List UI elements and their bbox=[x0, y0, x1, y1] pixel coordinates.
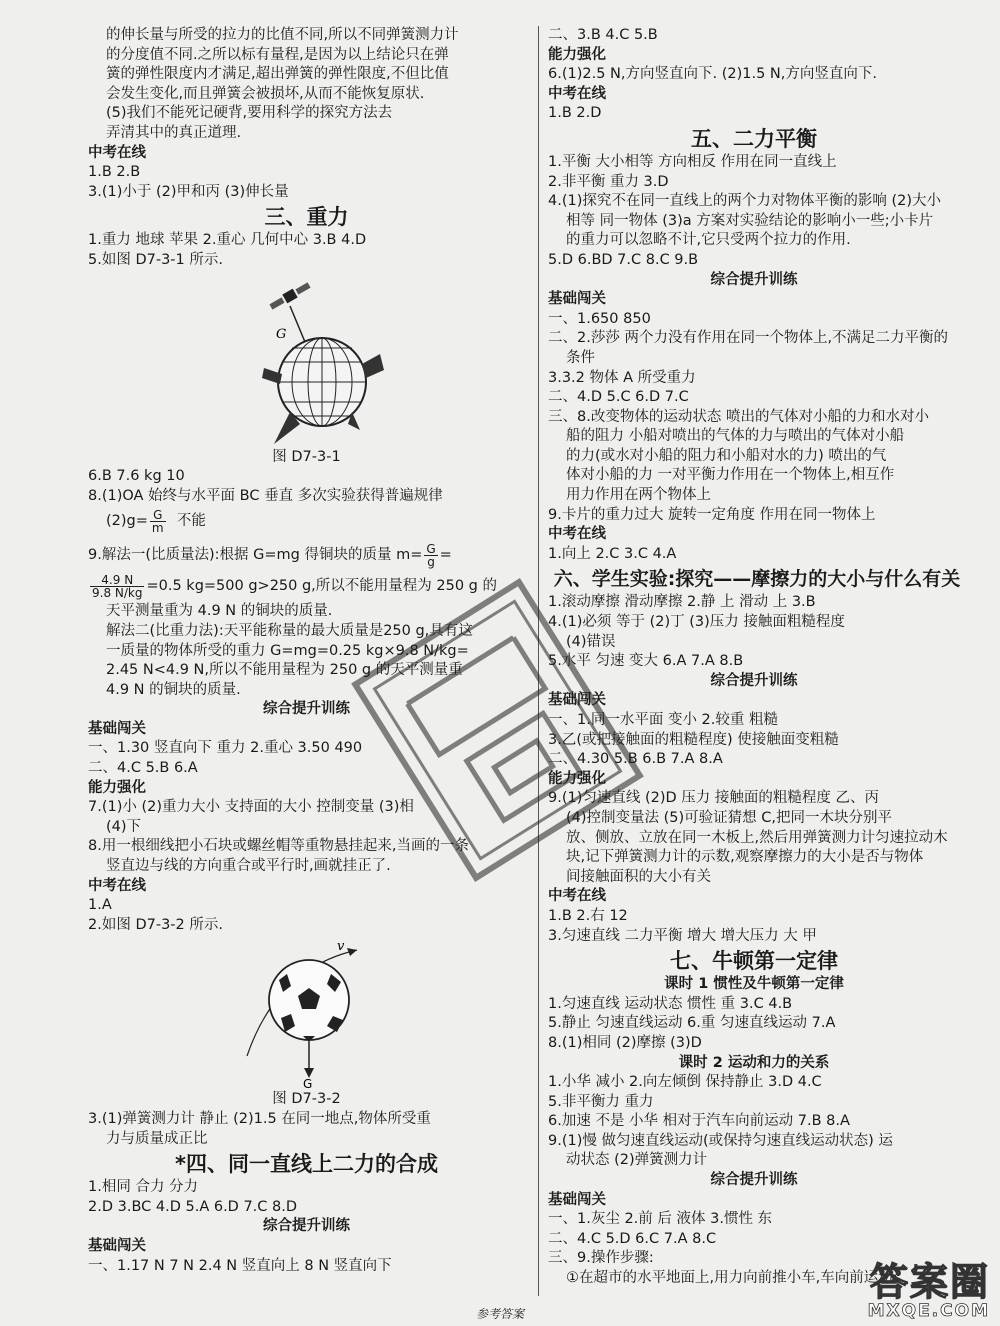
zhongkao-label: 中考在线 bbox=[548, 888, 606, 905]
subsection-title: 综合提升训练 bbox=[263, 701, 350, 718]
answer-line: 二、2.莎莎 两个力没有作用在同一个物体上,不满足二力平衡的 bbox=[548, 330, 949, 347]
answer-line: 1.滚动摩擦 滑动摩擦 2.静 上 滑动 上 3.B bbox=[548, 594, 816, 611]
answer-line: 一、1.30 竖直向下 重力 2.重心 3.50 490 bbox=[88, 740, 363, 757]
site-logo: 答案圈 MXQE.COM bbox=[867, 1260, 990, 1321]
answer-line: 1.平衡 大小相等 方向相反 作用在同一直线上 bbox=[548, 153, 837, 170]
zhongkao-label: 中考在线 bbox=[88, 144, 146, 161]
lesson-title: 课时 1 惯性及牛顿第一定律 bbox=[664, 976, 844, 993]
answer-line: 1.B 2.B bbox=[88, 164, 141, 181]
subsection-label: 基础闯关 bbox=[548, 692, 606, 709]
answer-line: 一、1.650 850 bbox=[548, 310, 651, 327]
text-line: 弄清其中的真正道理. bbox=[106, 124, 242, 141]
velocity-label: v bbox=[336, 939, 344, 955]
answer-line: 5.如图 D7-3-1 所示. bbox=[88, 251, 223, 268]
subsection-title: 综合提升训练 bbox=[710, 1172, 798, 1189]
answer-line: 动状态 (2)弹簧测力计 bbox=[566, 1152, 708, 1169]
subsection-label: 能力强化 bbox=[548, 46, 606, 63]
figure-caption: 图 D7-3-2 bbox=[272, 1091, 341, 1108]
answer-line: 3.(1)弹簧测力计 静止 (2)1.5 在同一地点,物体所受重 bbox=[88, 1111, 431, 1127]
answer-line: 三、9.操作步骤: bbox=[548, 1250, 654, 1267]
answer-line: 二、4.C 5.D 6.C 7.A 8.C bbox=[548, 1230, 717, 1247]
answer-line: 用力作用在两个物体上 bbox=[566, 487, 711, 504]
building-icon bbox=[362, 354, 384, 378]
answer-line: 1.B 2.D bbox=[548, 105, 602, 122]
formula-line: 9.解法一(比质量法):根据 G=mg 得铜块的质量 m= $\frac{G}{g}$ = bbox=[88, 541, 452, 569]
zhongkao-label: 中考在线 bbox=[548, 526, 606, 543]
gravity-label: G bbox=[275, 326, 286, 342]
answer-line: (4)错误 bbox=[566, 633, 616, 650]
answer-line: 三、8.改变物体的运动状态 喷出的气体对小船的力和水对小 bbox=[548, 408, 929, 425]
subsection-title: 综合提升训练 bbox=[263, 1218, 350, 1235]
section-title-friction: 六、学生实验:探究——摩擦力的大小与什么有关 bbox=[553, 568, 961, 591]
answer-line: 6.B 7.6 kg 10 bbox=[88, 468, 185, 485]
figure-caption: 图 D7-3-1 bbox=[272, 448, 341, 465]
answer-line: 3.匀速直线 二力平衡 增大 增大压力 大 甲 bbox=[548, 927, 817, 944]
globe-icon bbox=[278, 338, 366, 426]
answer-line: 5.D 6.BD 7.C 8.C 9.B bbox=[548, 251, 699, 268]
figure-football bbox=[207, 938, 407, 1088]
text-line: (5)我们不能死记硬背,要用科学的探究方法去 bbox=[106, 105, 393, 122]
answer-line: 1.相同 合力 分力 bbox=[88, 1179, 199, 1196]
answer-line: 4.(1)探究不在同一直线上的两个力对物体平衡的影响 (2)大小 bbox=[548, 193, 942, 210]
subsection-label: 基础闯关 bbox=[548, 1191, 606, 1208]
text-line: 的分度值不同.之所以标有量程,是因为以上结论只在弹 bbox=[106, 46, 449, 63]
text-line: 的伸长量与所受的拉力的比值不同,所以不同弹簧测力计 bbox=[106, 27, 459, 43]
answer-line: 5.静止 匀速直线运动 6.重 匀速直线运动 7.A bbox=[548, 1015, 836, 1032]
answer-line: 间接触面积的大小有关 bbox=[566, 868, 711, 885]
subsection-title: 综合提升训练 bbox=[710, 271, 798, 288]
text-line: 会发生变化,而且弹簧会被损坏,从而不能恢复原状. bbox=[106, 85, 425, 102]
answer-line: 一质量的物体所受的重力 G=mg=0.25 kg×9.8 N/kg= bbox=[106, 642, 469, 659]
answer-line: 一、1.同一水平面 变小 2.较重 粗糙 bbox=[548, 712, 778, 728]
section-title-force-composition: *四、同一直线上二力的合成 bbox=[175, 1152, 438, 1177]
page-footer: 参考答案 bbox=[475, 1307, 524, 1321]
answer-line: 的重力可以忽略不计,它只受两个拉力的作用. bbox=[566, 232, 851, 249]
answer-line: 1.重力 地球 苹果 2.重心 几何中心 3.B 4.D bbox=[88, 232, 367, 249]
answer-line: 1.A bbox=[88, 897, 112, 914]
answer-line: 力与质量成正比 bbox=[106, 1130, 208, 1147]
answer-line: 相等 同一物体 (3)a 方案对实验结论的影响小一些;小卡片 bbox=[566, 212, 934, 229]
subsection-label: 基础闯关 bbox=[548, 291, 606, 308]
answer-line: 2.D 3.BC 4.D 5.A 6.D 7.C 8.D bbox=[88, 1198, 298, 1215]
answer-line: 8.(1)OA 始终与水平面 BC 垂直 多次实验获得普遍规律 bbox=[88, 487, 443, 504]
lesson-title: 课时 2 运动和力的关系 bbox=[678, 1054, 830, 1071]
answer-line: 2.45 N<4.9 N,所以不能用量程为 250 g 的天平测量重 bbox=[106, 662, 463, 679]
right-column bbox=[548, 26, 960, 1289]
answer-line: ①在超市的水平地面上,用力向前推小车,车向前运动; bbox=[566, 1270, 898, 1287]
answer-line: 4.9 N 的铜块的质量. bbox=[106, 681, 241, 698]
answer-line: 二、4.C 5.B 6.A bbox=[88, 760, 198, 777]
answer-line: 6.(1)2.5 N,方向竖直向下. (2)1.5 N,方向竖直向下. bbox=[548, 66, 877, 83]
answer-line: 3.(1)小于 (2)甲和丙 (3)伸长量 bbox=[88, 183, 289, 200]
answer-line: (4)控制变量法 (5)可验证猜想 C,把同一木块分别平 bbox=[566, 809, 893, 826]
answer-line: 3.乙(或把接触面的粗糙程度) 使接触面变粗糙 bbox=[548, 731, 839, 748]
answer-line: 9.卡片的重力过大 旋转一定角度 作用在同一物体上 bbox=[548, 506, 876, 523]
zhongkao-label: 中考在线 bbox=[548, 85, 606, 102]
answer-line: 6.加速 不是 小华 相对于汽车向前运动 7.B 8.A bbox=[548, 1113, 850, 1130]
formula-line: (2)g= $\frac{G}{m}$ 不能 bbox=[106, 507, 206, 535]
subsection-label: 能力强化 bbox=[548, 770, 606, 787]
answer-line: 一、1.17 N 7 N 2.4 N 竖直向上 8 N 竖直向下 bbox=[88, 1257, 392, 1274]
answer-line: 解法二(比重力法):天平能称量的最大质量是250 g,具有这 bbox=[106, 622, 473, 639]
answer-line: 3.3.2 物体 A 所受重力 bbox=[548, 369, 696, 386]
answer-line: 放、侧放、立放在同一木板上,然后用弹簧测力计匀速拉动木 bbox=[566, 829, 948, 846]
subsection-label: 能力强化 bbox=[88, 779, 146, 796]
answer-line: 1.匀速直线 运动状态 惯性 重 3.C 4.B bbox=[548, 995, 793, 1012]
text-line: 簧的弹性限度内才满足,超出弹簧的弹性限度,不但比值 bbox=[106, 66, 449, 83]
answer-line: 体对小船的力 一对平衡力作用在一个物体上,相互作 bbox=[566, 467, 895, 484]
section-title-newton: 七、牛顿第一定律 bbox=[670, 949, 838, 974]
answer-line: 5.水平 匀速 变大 6.A 7.A 8.B bbox=[548, 653, 744, 670]
subsection-label: 基础闯关 bbox=[88, 1237, 146, 1254]
answer-line: 5.非平衡力 重力 bbox=[548, 1093, 654, 1110]
answer-line: 竖直边与线的方向重合或平行时,画就挂正了. bbox=[106, 858, 391, 875]
zhongkao-label: 中考在线 bbox=[88, 877, 146, 894]
answer-line: 1.小华 减小 2.向左倾倒 保持静止 3.D 4.C bbox=[548, 1074, 822, 1091]
answer-line: (4)下 bbox=[106, 818, 142, 835]
answer-line: 4.(1)必须 等于 (2)丁 (3)压力 接触面粗糙程度 bbox=[548, 614, 845, 631]
answer-line: 2.非平衡 重力 3.D bbox=[548, 173, 669, 190]
answer-line: 二、4.30 5.B 6.B 7.A 8.A bbox=[548, 751, 723, 768]
answer-line: 7.(1)小 (2)重力大小 支持面的大小 控制变量 (3)相 bbox=[88, 799, 414, 816]
answer-line: 的力(或水对小船的阻力和小船对水的力) 喷出的气 bbox=[566, 447, 887, 464]
answer-line: 条件 bbox=[566, 349, 595, 366]
subsection-label: 基础闯关 bbox=[88, 720, 146, 737]
answer-line: 二、3.B 4.C 5.B bbox=[548, 27, 658, 43]
section-title-balance: 五、二力平衡 bbox=[691, 126, 817, 151]
football-icon bbox=[269, 960, 349, 1040]
answer-line: 2.如图 D7-3-2 所示. bbox=[88, 916, 223, 933]
answer-line: 块,记下弹簧测力计的示数,观察摩擦力的大小是否与物体 bbox=[566, 849, 924, 866]
formula-line: $\frac{4.9 N}{9.8 N/kg}$ =0.5 kg=500 g>250 g,所以不能用量程为 250 g 的 bbox=[92, 572, 497, 600]
gravity-label: G bbox=[302, 1077, 312, 1089]
answer-line: 一、1.灰尘 2.前 后 液体 3.惯性 东 bbox=[548, 1211, 773, 1228]
figure-globe-satellite bbox=[202, 274, 412, 446]
answer-line: 9.(1)匀速直线 (2)D 压力 接触面的粗糙程度 乙、丙 bbox=[548, 790, 880, 807]
answer-line: 1.向上 2.C 3.C 4.A bbox=[548, 545, 677, 562]
answer-line: 二、4.D 5.C 6.D 7.C bbox=[548, 389, 689, 406]
answer-line: 9.(1)慢 做匀速直线运动(或保持匀速直线运动状态) 运 bbox=[548, 1132, 893, 1149]
section-title-gravity: 三、重力 bbox=[264, 205, 349, 230]
answer-line: 船的阻力 小船对喷出的气体的力与喷出的气体对小船 bbox=[566, 428, 905, 445]
subsection-title: 综合提升训练 bbox=[710, 672, 798, 689]
answer-line: 1.B 2.右 12 bbox=[548, 907, 628, 924]
answer-line: 8.(1)相同 (2)摩擦 (3)D bbox=[548, 1034, 702, 1051]
answer-line: 8.用一根细线把小石块或螺丝帽等重物悬挂起来,当画的一条 bbox=[88, 838, 469, 855]
answer-line: 天平测量重为 4.9 N 的铜块的质量. bbox=[106, 603, 333, 620]
